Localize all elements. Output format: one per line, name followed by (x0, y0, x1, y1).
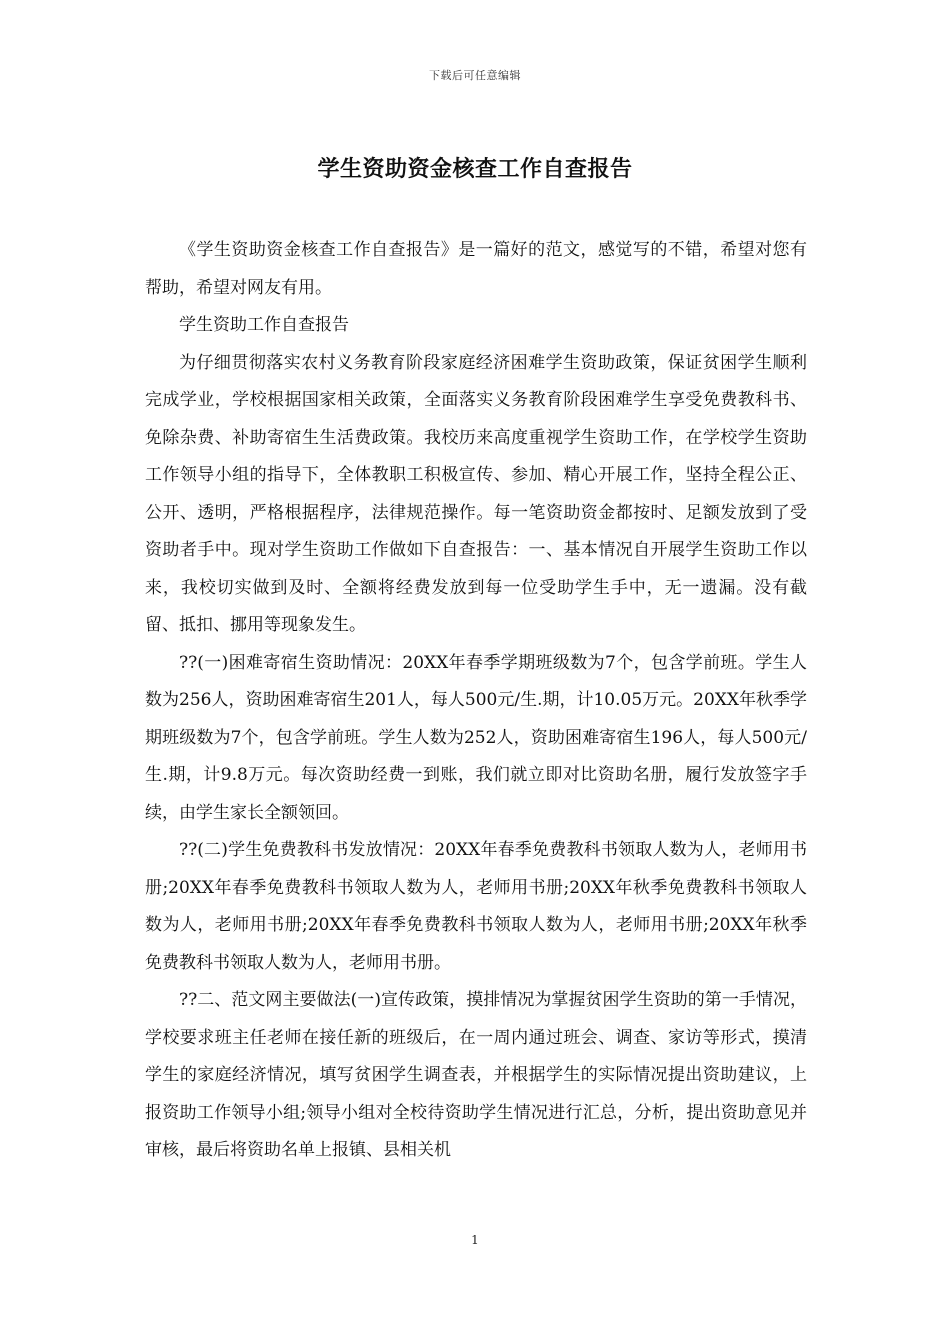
header-note: 下载后可任意编辑 (429, 69, 521, 82)
paragraph-boarding-aid: ??(一)困难寄宿生资助情况：20XX年春季学期班级数为7个，包含学前班。学生人数为256人，资助困难寄宿生201人，每人500元/生.期，计10.05万元。20XX年秋季学期班级数为7个，包含学前班。学生人数为252人，资助困难寄宿生196人，每人500元/生.期，计9.8万元。每次资助经费一到账，我们就立即对比资助名册，履行发放签字手续，由学生家长全额领回。 (145, 652, 807, 823)
paragraph-intro: 《学生资助资金核查工作自查报告》是一篇好的范文，感觉写的不错，希望对您有帮助，希望对网友有用。 (145, 240, 807, 298)
paragraph-main-practices: ??二、范文网主要做法(一)宣传政策，摸排情况为掌握贫困学生资助的第一手情况，学校要求班主任老师在接任新的班级后，在一周内通过班会、调查、家访等形式，摸清学生的家庭经济情况，填写贫困学生调查表，并根据学生的实际情况提出资助建议，上报资助工作领导小组;领导小组对全校待资助学生情况进行汇总，分析，提出资助意见并审核，最后将资助名单上报镇、县相关机 (145, 990, 807, 1160)
document-body (145, 232, 807, 1170)
page-number: 1 (471, 1233, 479, 1247)
paragraph-textbooks: ??(二)学生免费教科书发放情况：20XX年春季免费教科书领取人数为人，老师用书册;20XX年春季免费教科书领取人数为人，老师用书册;20XX年秋季免费教科书领取人数为人，老师用书册;20XX年春季免费教科书领取人数为人，老师用书册;20XX年秋季免费教科书领取人数为人，老师用书册。 (145, 840, 807, 973)
document-title: 学生资助资金核查工作自查报告 (317, 156, 633, 182)
paragraph-subtitle: 学生资助工作自查报告 (179, 315, 349, 335)
paragraph-overview: 为仔细贯彻落实农村义务教育阶段家庭经济困难学生资助政策，保证贫困学生顺利完成学业，学校根据国家相关政策，全面落实义务教育阶段困难学生享受免费教科书、免除杂费、补助寄宿生生活费政策。我校历来高度重视学生资助工作，在学校学生资助工作领导小组的指导下，全体教职工积极宣传、参加、精心开展工作，坚持全程公正、公开、透明，严格根据程序，法律规范操作。每一笔资助资金都按时、足额发放到了受资助者手中。现对学生资助工作做如下自查报告：一、基本情况自开展学生资助工作以来，我校切实做到及时、全额将经费发放到每一位受助学生手中，无一遗漏。没有截留、抵扣、挪用等现象发生。 (145, 352, 807, 635)
